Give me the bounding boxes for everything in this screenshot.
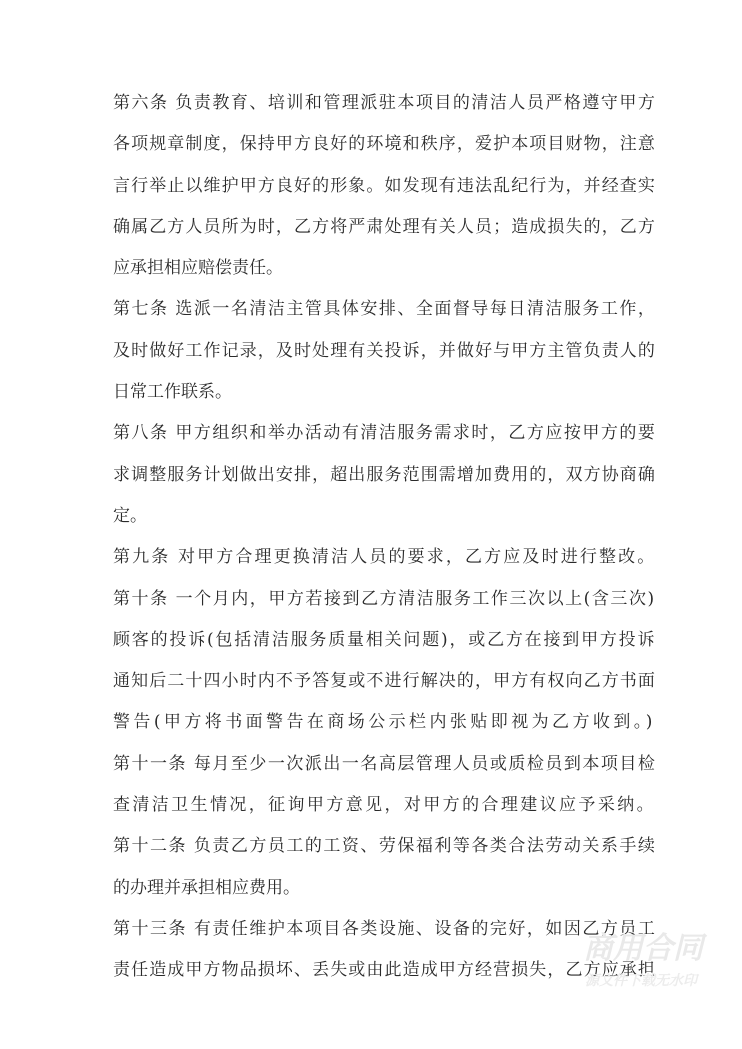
text-line: 求调整服务计划做出安排，超出服务范围需增加费用的，双方协商确 [113, 464, 656, 485]
text-line: 第九条 对甲方合理更换清洁人员的要求，乙方应及时进行整改。 [113, 547, 657, 568]
text-line: 各项规章制度，保持甲方良好的环境和秩序，爱护本项目财物，注意 [113, 134, 656, 155]
watermark-title: 商用合同 [583, 931, 703, 966]
text-line: 通知后二十四小时内不予答复或不进行解决的，甲方有权向乙方书面 [113, 671, 656, 692]
text-line: 定。 [113, 505, 147, 526]
text-line: 责任造成甲方物品损坏、丢失或由此造成甲方经营损失，乙方应承担 [113, 960, 656, 981]
text-line: 警告(甲方将书面警告在商场公示栏内张贴即视为乙方收到。) [113, 712, 656, 733]
text-line: 确属乙方人员所为时，乙方将严肃处理有关人员；造成损失的，乙方 [113, 216, 656, 237]
text-line: 言行举止以维护甲方良好的形象。如发现有违法乱纪行为，并经查实 [113, 175, 656, 196]
text-line: 应承担相应赔偿责任。 [113, 258, 283, 279]
text-line: 查清洁卫生情况，征询甲方意见，对甲方的合理建议应予采纳。 [113, 795, 656, 816]
text-line: 第十一条 每月至少一次派出一名高层管理人员或质检员到本项目检 [113, 753, 657, 774]
text-line: 日常工作联系。 [113, 382, 232, 403]
text-line: 第七条 选派一名清洁主管具体安排、全面督导每日清洁服务工作， [113, 299, 657, 320]
text-line: 第十条 一个月内，甲方若接到乙方清洁服务工作三次以上(含三次) [113, 588, 656, 609]
text-line: 的办理并承担相应费用。 [113, 877, 300, 898]
text-line: 第十二条 负责乙方员工的工资、劳保福利等各类合法劳动关系手续 [113, 836, 657, 857]
text-line: 第八条 甲方组织和举办活动有清洁服务需求时，乙方应按甲方的要 [113, 423, 657, 444]
text-line: 及时做好工作记录，及时处理有关投诉，并做好与甲方主管负责人的 [113, 340, 656, 361]
text-line: 顾客的投诉(包括清洁服务质量相关问题)，或乙方在接到甲方投诉 [113, 629, 657, 650]
text-line: 第十三条 有责任维护本项目各类设施、设备的完好，如因乙方员工 [113, 918, 657, 939]
watermark-subtitle: 源文件下载无水印 [585, 973, 697, 989]
document-body [113, 90, 658, 999]
text-line: 第六条 负责教育、培训和管理派驻本项目的清洁人员严格遵守甲方 [113, 93, 657, 113]
